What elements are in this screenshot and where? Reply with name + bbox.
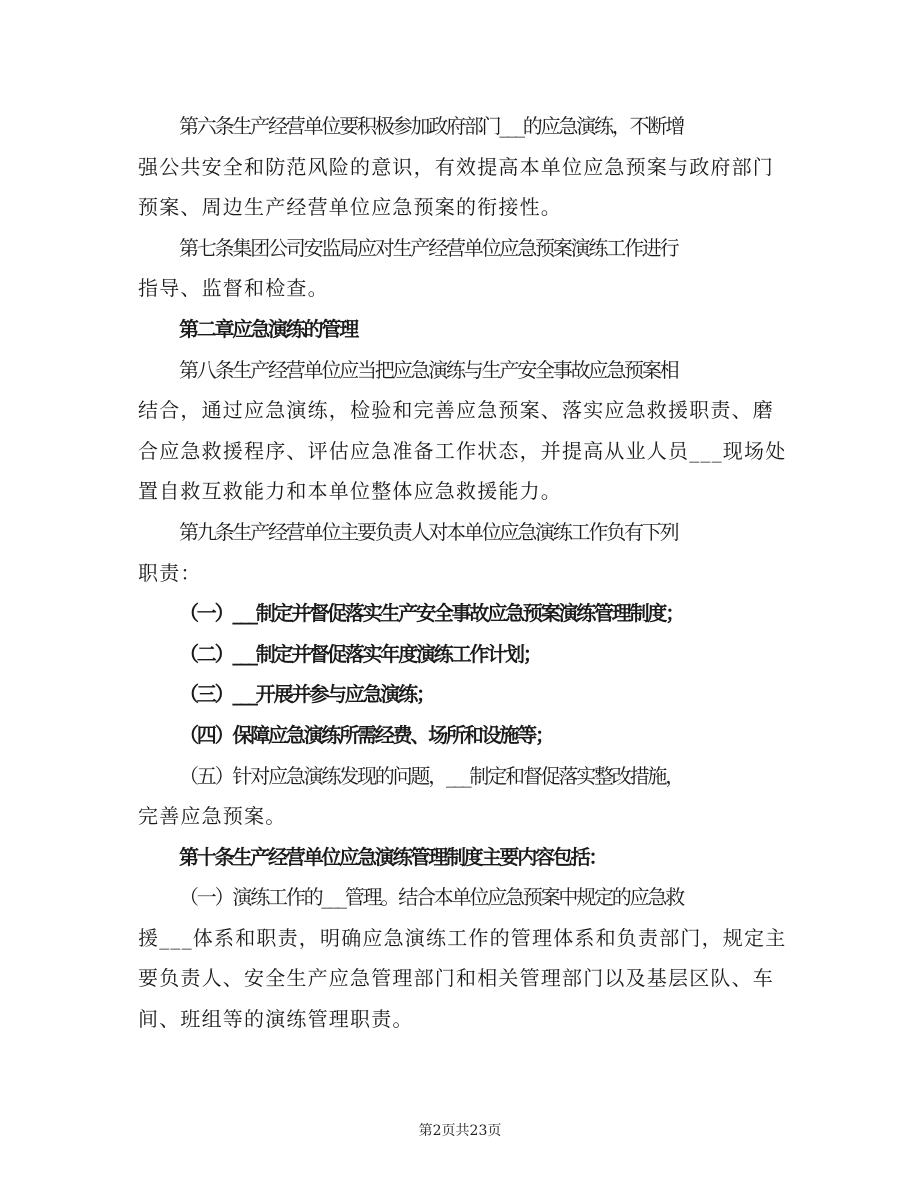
heading-line: （二）___制定并督促落实年度演练工作计划； [179,641,541,666]
page-number: 第2页共23页 [418,1123,502,1139]
text-line: （一）演练工作的___管理。结合本单位应急预案中规定的应急救 [179,885,683,910]
heading-line: （一）___制定并督促落实生产安全事故应急预案演练管理制度； [179,601,683,626]
heading-line: （三）___开展并参与应急演练； [179,682,434,707]
text-line: 第九条生产经营单位主要负责人对本单位应急演练工作负有下列 [179,519,678,544]
text-line: 职责： [138,560,202,585]
text-line: 第八条生产经营单位应当把应急演练与生产安全事故应急预案相 [179,357,678,382]
text-line: 结合，通过应急演练，检验和完善应急预案、落实应急救援职责、磨 [138,398,774,423]
text-line: 合应急救援程序、评估应急准备工作状态，并提高从业人员___现场处 [138,438,787,463]
text-line: 援___体系和职责，明确应急演练工作的管理体系和负责部门，规定主 [138,925,787,950]
text-line: （五）针对应急演练发现的问题，___制定和督促落实整改措施， [179,763,683,788]
text-line: 间、班组等的演练管理职责。 [138,1007,414,1032]
document-body [138,106,788,1040]
text-line: 置自救互救能力和本单位整体应急救援能力。 [138,479,562,504]
text-line: 指导、监督和检查。 [138,276,329,301]
text-line: 强公共安全和防范风险的意识，有效提高本单位应急预案与政府部门 [138,154,774,179]
text-line: 要负责人、安全生产应急管理部门和相关管理部门以及基层区队、车 [138,966,774,991]
heading-line: 第十条生产经营单位应急演练管理制度主要内容包括： [179,844,607,869]
text-line: 第六条生产经营单位要积极参加政府部门___的应急演练，不断增 [179,114,683,138]
text-line: 第七条集团公司安监局应对生产经营单位应急预案演练工作进行 [179,235,678,260]
heading-line: （四）保障应急演练所需经费、场所和设施等； [179,722,553,747]
heading-line: 第二章应急演练的管理 [179,316,357,341]
text-line: 完善应急预案。 [138,804,287,829]
text-line: 预案、周边生产经营单位应急预案的衔接性。 [138,195,562,220]
